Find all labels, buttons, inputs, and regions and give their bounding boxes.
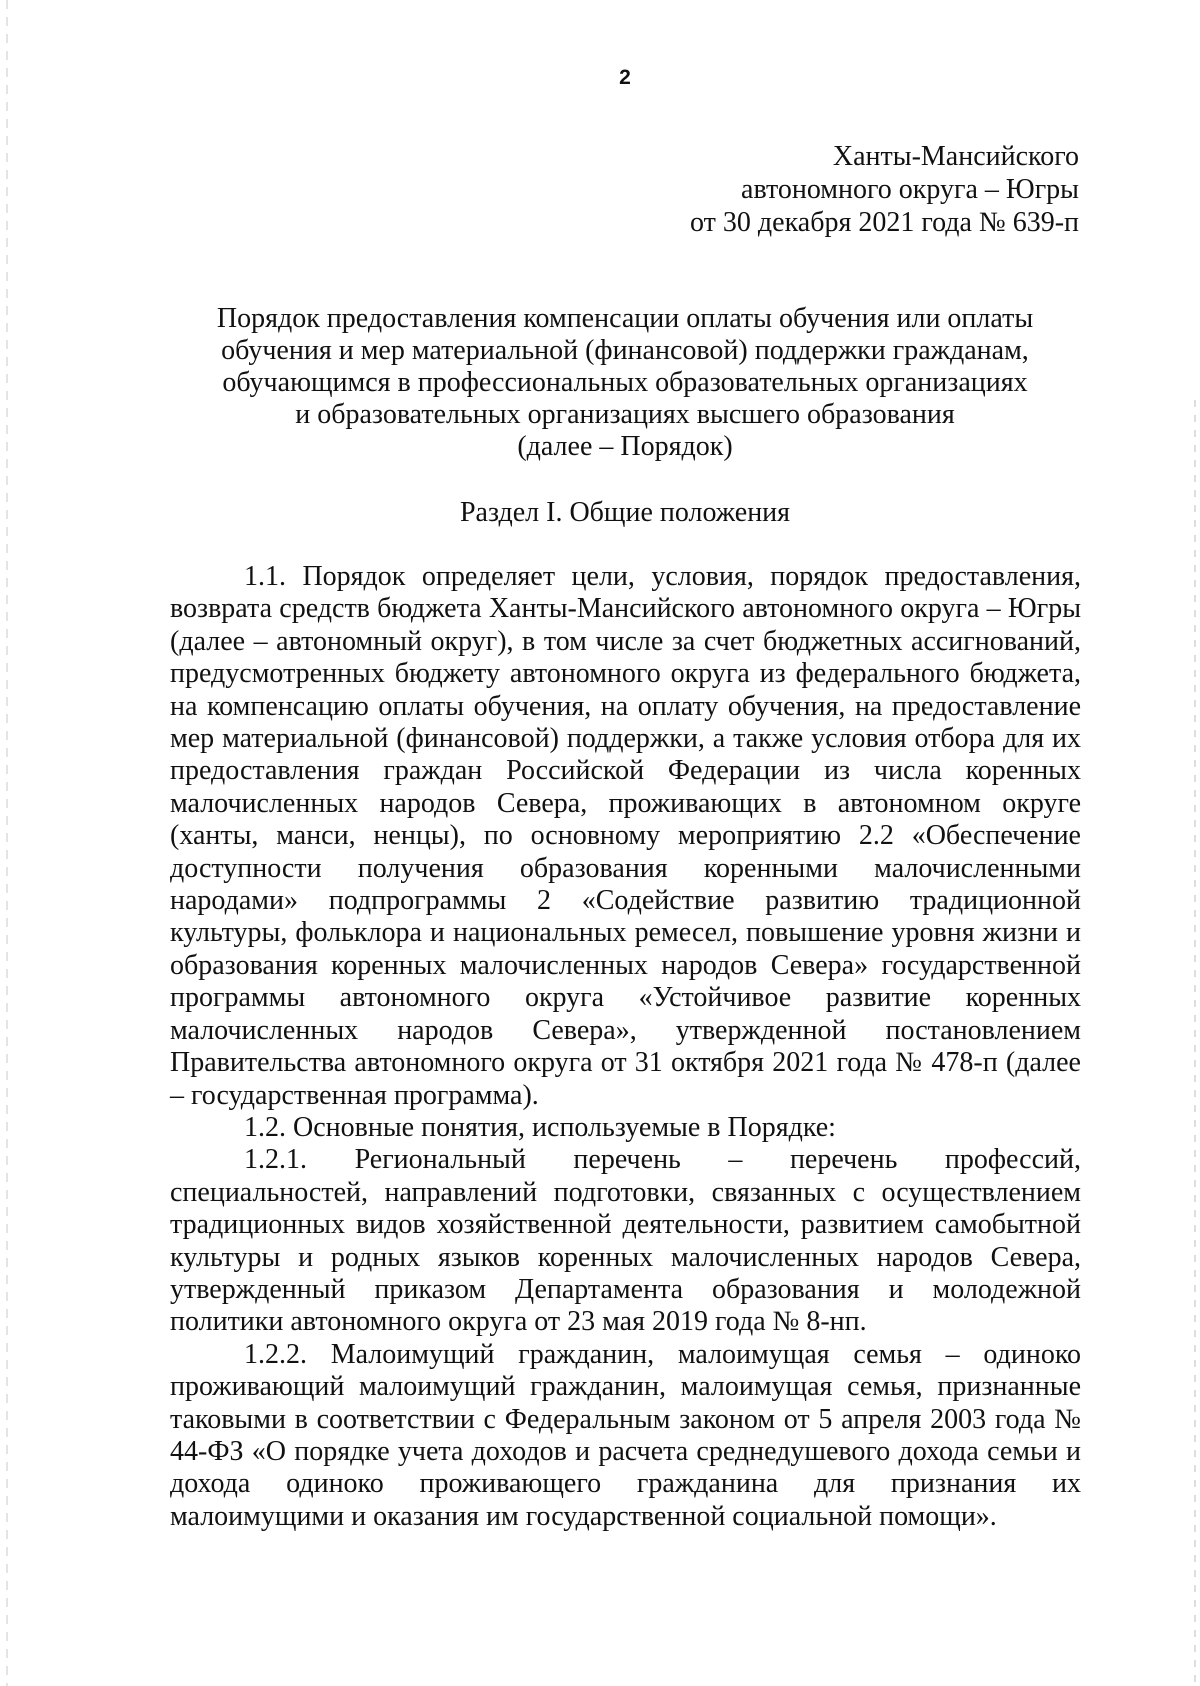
page-number: 2 <box>619 66 631 89</box>
title-line: обучения и мер материальной (финансовой) поддержки гражданам, <box>221 335 1029 366</box>
title-line: (далее – Порядок) <box>517 431 733 462</box>
paragraph-1-2: 1.2. Основные понятия, используемые в Порядке: <box>244 1111 836 1143</box>
header-line-okrug: автономного округа – Югры <box>741 174 1079 205</box>
paragraph-1-2-1: 1.2.1. Региональный перечень – перечень профессий, специальностей, направлений подготовки, связанных с осуществлением традиционных видов хозяйственной деятельности, развитием самобытной культуры и родных языков коренных малочисленных народов Севера, утвержденный приказом Департамента образования и молодежной политики автономного округа от 23 мая 2019 года № 8-нп. <box>170 1144 1081 1338</box>
document-body <box>170 561 1081 1533</box>
header-line-date: от 30 декабря 2021 года № 639-п <box>690 207 1079 238</box>
title-line: и образовательных организациях высшего образования <box>295 399 955 430</box>
document-title <box>170 303 1080 463</box>
scan-edge-right <box>1194 400 1196 1686</box>
document-header <box>690 140 1079 239</box>
paragraph-1-2-2: 1.2.2. Малоимущий гражданин, малоимущая семья – одиноко проживающий малоимущий гражданин, малоимущая семья, признанные таковыми в соответствии с Федеральным законом от 5 апреля 2003 года № 44-ФЗ «О порядке учета доходов и расчета среднедушевого дохода семьи и дохода одиноко проживающего гражданина для признания их малоимущими и оказания им государственной социальной помощи». <box>170 1338 1081 1532</box>
scan-edge-left <box>6 0 8 1686</box>
title-line: обучающимся в профессиональных образовательных организациях <box>222 367 1028 398</box>
section-heading: Раздел I. Общие положения <box>459 497 791 528</box>
paragraph-1-1: 1.1. Порядок определяет цели, условия, порядок предоставления, возврата средств бюджета Ханты-Мансийского автономного округа – Югры (далее – автономный округ), в том числе за счет бюджетных ассигнований, предусмотренных бюджету автономного округа из федерального бюджета, на компенсацию оплаты обучения, на оплату обучения, на предоставление мер материальной (финансовой) поддержки, а также условия отбора для их предоставления граждан Российской Федерации из числа коренных малочисленных народов Севера, проживающих в автономном округе (ханты, манси, ненцы), по основному мероприятию 2.2 «Обеспечение доступности получения образования коренными малочисленными народами» подпрограммы 2 «Содействие развитию традиционной культуры, фольклора и национальных ремесел, повышение уровня жизни и образования коренных малочисленных народов Севера» государственной программы автономного округа «Устойчивое развитие коренных малочисленных народов Севера», утвержденной постановлением Правительства автономного округа от 31 октября 2021 года № 478-п (далее – государственная программа). <box>170 561 1081 1111</box>
title-line: Порядок предоставления компенсации оплаты обучения или оплаты <box>216 303 1034 334</box>
header-line-region: Ханты-Мансийского <box>832 141 1079 172</box>
